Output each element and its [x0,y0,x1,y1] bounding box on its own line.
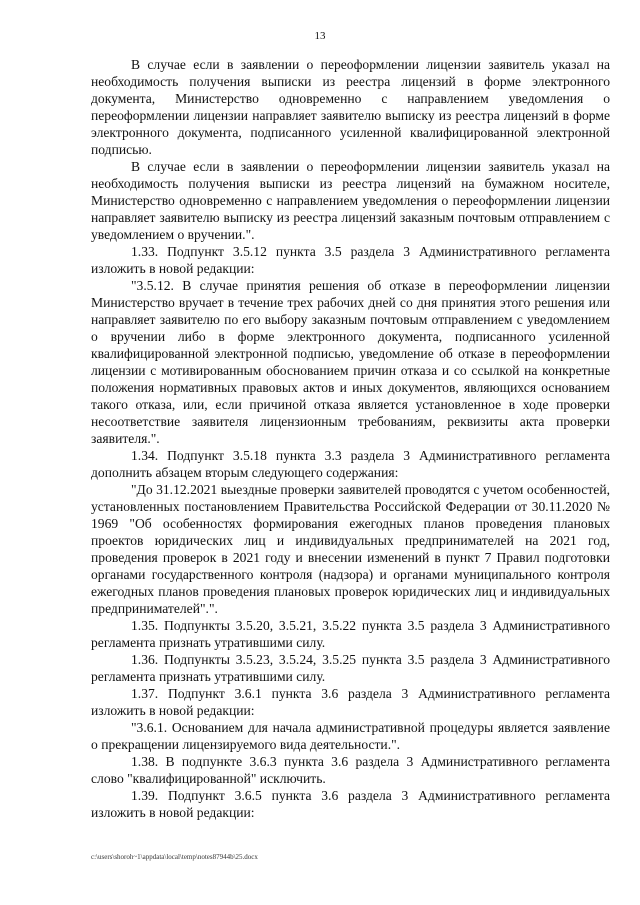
paragraph: "3.5.12. В случае принятия решения об отказе в переоформлении лицензии Министерство вручает в течение трех рабочих дней со дня принятия этого решения или направляет заявителю по его выбору заказным почтовым отправлением с уведомлением о вручении либо в форме электронного документа, подписанного усиленной квалифицированной электронной подписью, уведомление об отказе в переоформлении лицензии с мотивированным обоснованием причин отказа и со ссылкой на конкретные положения нормативных правовых актов и иных документов, являющихся основанием такого отказа, или, если причиной отказа является установленное в ходе проверки несоответствие заявителя лицензионным требованиям, реквизиты акта проверки заявителя.". [91,278,610,446]
paragraph: В случае если в заявлении о переоформлении лицензии заявитель указал на необходимость получения выписки из реестра лицензий на бумажном носителе, Министерство одновременно с направлением уведомления о переоформлении лицензии направляет заявителю выписку из реестра лицензий заказным почтовым отправлением с уведомлением о вручении.". [91,159,610,242]
paragraph: "3.6.1. Основанием для начала административной процедуры является заявление о прекращении лицензируемого вида деятельности.". [91,720,610,752]
page-number: 13 [314,30,326,42]
paragraph: 1.39. Подпункт 3.6.5 пункта 3.6 раздела 3 Административного регламента изложить в новой редакции: [91,788,610,820]
paragraph: 1.36. Подпункты 3.5.23, 3.5.24, 3.5.25 пункта 3.5 раздела 3 Административного регламента признать утратившими силу. [91,652,610,684]
paragraph: 1.37. Подпункт 3.6.1 пункта 3.6 раздела 3 Административного регламента изложить в новой редакции: [91,686,610,718]
file-path-footer: c:\users\shoroh~1\appdata\local\temp\notes87944b\25.docx [91,853,258,861]
paragraph: 1.33. Подпункт 3.5.12 пункта 3.5 раздела 3 Административного регламента изложить в новой редакции: [91,244,610,276]
paragraph: В случае если в заявлении о переоформлении лицензии заявитель указал на необходимость получения выписки из реестра лицензий в форме электронного документа, Министерство одновременно с направлением уведомления о переоформлении лицензии направляет заявителю выписку из реестра лицензий в форме электронного документа, подписанного усиленной квалифицированной электронной подписью. [91,57,610,157]
paragraph: 1.38. В подпункте 3.6.3 пункта 3.6 раздела 3 Административного регламента слово "квалифицированной" исключить. [91,754,610,786]
paragraph: "До 31.12.2021 выездные проверки заявителей проводятся с учетом особенностей, установленных постановлением Правительства Российской Федерации от 30.11.2020 № 1969 "Об особенностях формирования ежегодных планов проведения плановых проектов юридических лиц и индивидуальных предпринимателей на 2021 год, проведения проверок в 2021 году и внесении изменений в пункт 7 Правил подготовки органами государственного контроля (надзора) и органами муниципального контроля ежегодных планов проведения плановых проверок юридических лиц и индивидуальных предпринимателей".". [91,482,610,616]
paragraph: 1.35. Подпункты 3.5.20, 3.5.21, 3.5.22 пункта 3.5 раздела 3 Административного регламента признать утратившими силу. [91,618,610,650]
paragraph: 1.34. Подпункт 3.5.18 пункта 3.3 раздела 3 Административного регламента дополнить абзацем вторым следующего содержания: [91,448,610,480]
document-body [91,56,610,821]
